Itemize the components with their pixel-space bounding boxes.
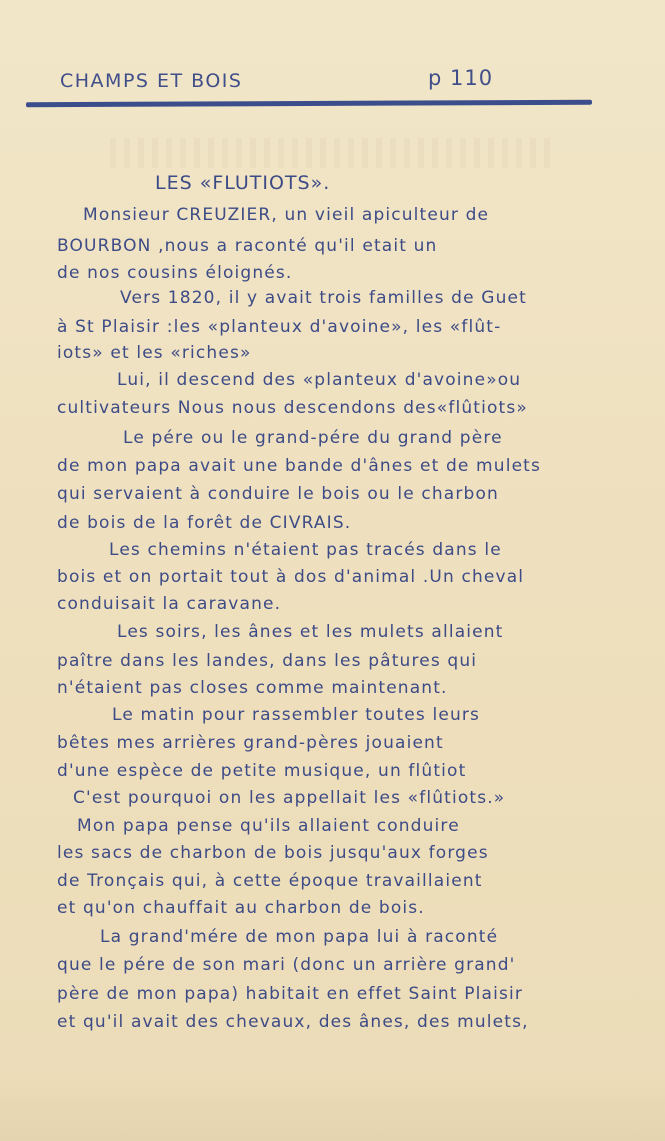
- text-line: cultivateurs Nous nous descendons des«flûtiots»: [57, 398, 528, 418]
- text-line: Les soirs, les ânes et les mulets allaient: [117, 622, 504, 642]
- text-line: BOURBON ,nous a raconté qu'il etait un: [57, 236, 438, 256]
- text-line: La grand'mére de mon papa lui à raconté: [100, 927, 499, 947]
- text-line: Lui, il descend des «planteux d'avoine»ou: [117, 370, 522, 390]
- text-line: Le matin pour rassembler toutes leurs: [112, 705, 481, 725]
- text-line: Le pére ou le grand-pére du grand père: [123, 428, 503, 448]
- text-line: bois et on portait tout à dos d'animal .Un cheval: [57, 567, 525, 587]
- text-line: de Tronçais qui, à cette époque travaillaient: [57, 871, 483, 891]
- text-line: qui servaient à conduire le bois ou le charbon: [57, 484, 499, 504]
- text-line: que le pére de son mari (donc un arrière grand': [57, 955, 516, 975]
- text-line: n'étaient pas closes comme maintenant.: [57, 678, 448, 698]
- text-line: Les chemins n'étaient pas tracés dans le: [109, 540, 502, 560]
- text-line: les sacs de charbon de bois jusqu'aux forges: [57, 843, 489, 863]
- text-line: Vers 1820, il y avait trois familles de Guet: [120, 288, 527, 308]
- book-title: CHAMPS ET BOIS: [60, 70, 243, 92]
- text-line: conduisait la caravane.: [57, 594, 282, 614]
- text-line: bêtes mes arrières grand-pères jouaient: [57, 733, 444, 753]
- chapter-title: LES «FLUTIOTS».: [155, 172, 331, 194]
- text-line: C'est pourquoi on les appellait les «flûtiots.»: [73, 788, 506, 808]
- text-line: de mon papa avait une bande d'ânes et de mulets: [57, 456, 541, 476]
- text-line: de bois de la forêt de CIVRAIS.: [57, 513, 352, 533]
- text-line: de nos cousins éloignés.: [57, 263, 293, 283]
- text-line: père de mon papa) habitait en effet Saint Plaisir: [57, 984, 523, 1004]
- text-line: et qu'il avait des chevaux, des ânes, des mulets,: [57, 1012, 529, 1032]
- text-line: paître dans les landes, dans les pâtures qui: [57, 651, 478, 671]
- text-line: Mon papa pense qu'ils allaient conduire: [77, 816, 460, 836]
- text-line: et qu'on chauffait au charbon de bois.: [57, 898, 425, 918]
- text-line: à St Plaisir :les «planteux d'avoine», les «flût-: [57, 317, 502, 337]
- text-line: d'une espèce de petite musique, un flûtiot: [57, 761, 467, 781]
- page-number: p 110: [428, 66, 494, 90]
- text-line: iots» et les «riches»: [57, 343, 252, 363]
- text-line: Monsieur CREUZIER, un vieil apiculteur de: [83, 205, 490, 225]
- page-bottom-shade: [0, 1071, 665, 1141]
